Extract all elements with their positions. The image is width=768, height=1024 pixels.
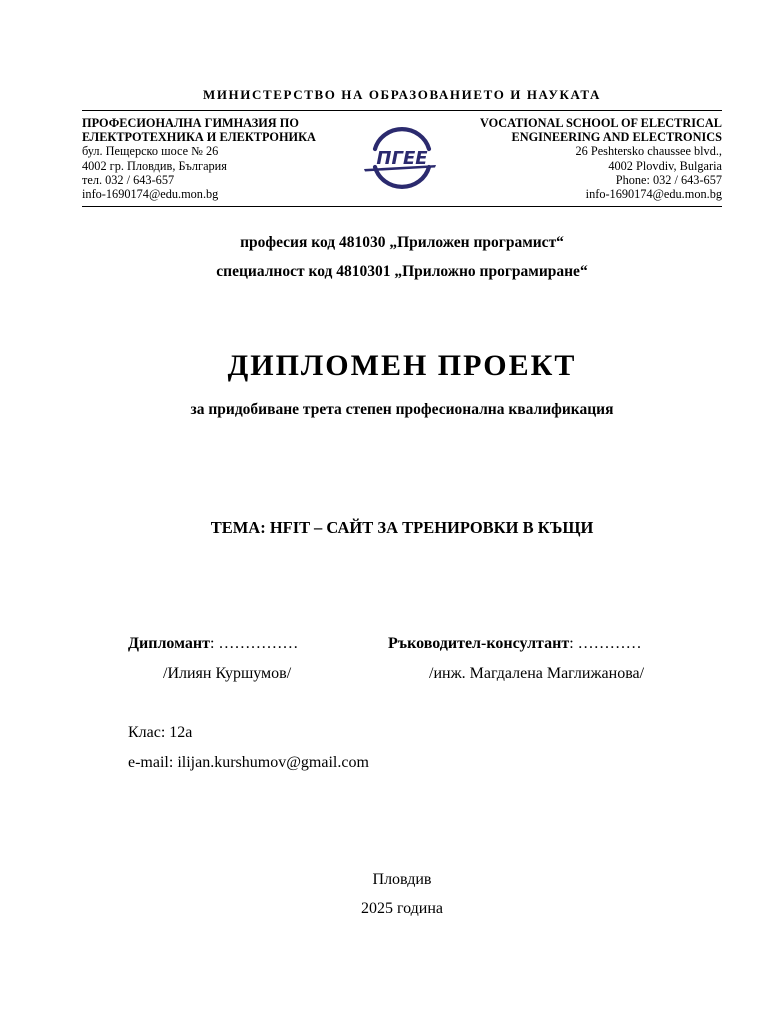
school-logo-icon [362, 127, 442, 189]
ministry-title: МИНИСТЕРСТВО НА ОБРАЗОВАНИЕТО И НАУКАТА [202, 87, 602, 102]
school-phone-en: Phone: 032 / 643-657 [615, 172, 722, 187]
class-line: Клас: 12а [128, 724, 193, 741]
student-dots: : …………… [209, 635, 299, 652]
advisor-label: Ръководител-консултант [388, 635, 570, 652]
document-title: ДИПЛОМЕН ПРОЕКТ [227, 349, 577, 382]
school-city-bg: 4002 гр. Пловдив, България [82, 158, 227, 173]
year-line: 2025 година [360, 900, 444, 917]
school-address-en: 26 Peshtersko chaussee blvd., [575, 144, 722, 159]
city-line: Пловдив [372, 871, 432, 888]
school-address-bg: бул. Пещерско шосе № 26 [82, 144, 219, 159]
advisor-name: /инж. Магдалена Маглижанова/ [429, 665, 645, 682]
school-email-bg: info-1690174@edu.mon.bg [82, 187, 219, 202]
header-rule-bottom [82, 206, 722, 207]
school-email-en: info-1690174@edu.mon.bg [585, 187, 722, 202]
header-rule-top [82, 110, 722, 111]
document-subtitle: за придобиване трета степен професионална квалификация [190, 401, 614, 418]
project-topic: ТЕМА: HFIT – САЙТ ЗА ТРЕНИРОВКИ В КЪЩИ [210, 518, 594, 537]
school-name-en-line1: VOCATIONAL SCHOOL OF ELECTRICAL [480, 116, 722, 130]
student-label: Дипломант [128, 635, 210, 652]
school-name-en-line2: ENGINEERING AND ELECTRONICS [511, 130, 722, 145]
logo-text: ПГЕЕ [376, 148, 428, 169]
specialty-line: специалност код 4810301 „Приложно програмиране“ [216, 263, 588, 280]
school-phone-bg: тел. 032 / 643-657 [82, 172, 175, 187]
advisor-dots: : ………… [569, 635, 642, 652]
school-name-bg-line2: ЕЛЕКТРОТЕХНИКА И ЕЛЕКТРОНИКА [82, 130, 316, 145]
school-info-bg [82, 116, 316, 201]
email-line: e-mail: ilijan.kurshumov@gmail.com [128, 754, 369, 771]
student-signature-line [128, 635, 298, 653]
school-name-bg-line1: ПРОФЕСИОНАЛНА ГИМНАЗИЯ ПО [82, 116, 299, 130]
student-name: /Илиян Куршумов/ [163, 665, 292, 682]
school-city-en: 4002 Plovdiv, Bulgaria [608, 158, 722, 173]
school-info-en [480, 116, 722, 201]
advisor-signature-line [388, 635, 642, 653]
profession-line: професия код 481030 „Приложен програмист“ [240, 234, 564, 251]
